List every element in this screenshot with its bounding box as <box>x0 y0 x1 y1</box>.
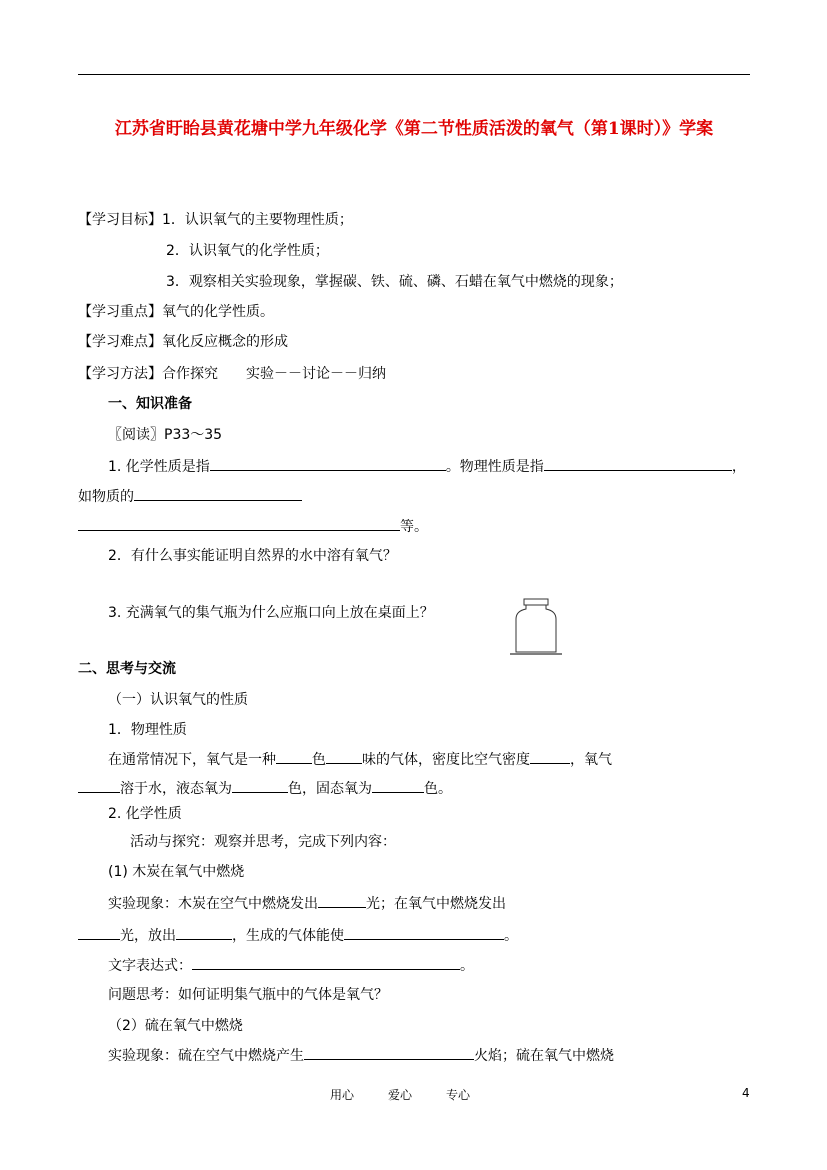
phys-text-f: 色，固态氧为 <box>288 781 372 797</box>
objective-1: 1．认识氧气的主要物理性质； <box>162 212 353 228</box>
activity-text: 活动与探究：观察并思考，完成下列内容： <box>130 834 396 850</box>
gas-bottle-icon <box>508 597 564 659</box>
sulfur-text-b: 火焰；硫在氧气中燃烧 <box>474 1048 614 1064</box>
q1-text-e: 等。 <box>400 519 428 535</box>
carbon-text-b: 光；在氧气中燃烧发出 <box>366 896 506 912</box>
difficulty-line <box>78 332 288 352</box>
q1-text-b: 。物理性质是指 <box>445 459 544 475</box>
physical-line-2 <box>78 778 452 799</box>
phys-text-d: ，氧气 <box>570 752 612 768</box>
objectives-label: 【学习目标】 <box>78 212 162 228</box>
question-text: 问题思考：如何证明集气瓶中的气体是氧气？ <box>108 987 388 1003</box>
phys-blank-density[interactable] <box>530 749 570 764</box>
subsection-1: （一）认识氧气的性质 <box>108 692 248 708</box>
carbon-blank-air-light[interactable] <box>318 893 366 908</box>
physical-line-1 <box>108 749 612 770</box>
carbon-text-e: 。 <box>504 928 518 944</box>
q1-blank-chemical-property[interactable] <box>210 456 446 471</box>
footer-word-1: 用心 <box>330 1088 355 1102</box>
word-eq-blank[interactable] <box>192 955 460 970</box>
key-point-line <box>78 302 274 322</box>
method-text: 合作探究 实验－－讨论－－归纳 <box>162 366 386 382</box>
carbon-line-2 <box>78 925 518 946</box>
difficulty-label: 【学习难点】 <box>78 334 162 350</box>
carbon-blank-heat[interactable] <box>176 925 232 940</box>
section1-heading: 一、知识准备 <box>108 396 192 412</box>
chemical-properties-heading: 2. 化学性质 <box>108 806 182 822</box>
carbon-text-a: 实验现象：木炭在空气中燃烧发出 <box>108 896 318 912</box>
objective-3: 3．观察相关实验现象，掌握碳、铁、硫、磷、石蜡在氧气中燃烧的现象； <box>166 274 623 290</box>
carbon-line-1 <box>108 893 506 914</box>
difficulty-text: 氧化反应概念的形成 <box>162 334 288 350</box>
q1-blank-physical-property[interactable] <box>544 456 732 471</box>
phys-text-g: 色。 <box>424 781 452 797</box>
method-line <box>78 364 386 384</box>
carbon-text-c: 光，放出 <box>120 928 176 944</box>
sulfur-blank-air-flame[interactable] <box>304 1045 474 1060</box>
key-point-label: 【学习重点】 <box>78 304 162 320</box>
carbon-blank-gas-test[interactable] <box>344 925 504 940</box>
word-eq-end: 。 <box>460 958 474 974</box>
key-point-text: 氧气的化学性质。 <box>162 304 274 320</box>
q1-blank-examples-2[interactable] <box>78 516 400 531</box>
carbon-blank-oxygen-light[interactable] <box>78 925 120 940</box>
objective-2: 2．认识氧气的化学性质； <box>166 243 329 259</box>
q2: 2．有什么事实能证明自然界的水中溶有氧气？ <box>108 548 397 564</box>
sulfur-line-1 <box>108 1045 614 1066</box>
document-title: 江苏省盱眙县黄花塘中学九年级化学《第二节性质活泼的氧气（第1课时）》学案 <box>114 119 714 139</box>
physical-properties-heading: 1．物理性质 <box>108 722 187 738</box>
word-eq-label: 文字表达式： <box>108 958 192 974</box>
q1-text-a: 1. 化学性质是指 <box>108 459 210 475</box>
carbon-heading: (1) 木炭在氧气中燃烧 <box>108 864 245 880</box>
q3: 3. 充满氧气的集气瓶为什么应瓶口向上放在桌面上？ <box>108 605 434 621</box>
phys-blank-solubility[interactable] <box>78 778 120 793</box>
word-equation-line <box>108 955 474 976</box>
q1-blank-examples-1[interactable] <box>134 486 302 501</box>
phys-blank-solid-color[interactable] <box>372 778 424 793</box>
footer-word-3: 专心 <box>446 1088 471 1102</box>
method-label: 【学习方法】 <box>78 366 162 382</box>
q1-text-d: 如物质的 <box>78 489 134 505</box>
phys-text-b: 色 <box>312 752 326 768</box>
q1-line-2 <box>78 486 302 507</box>
phys-blank-liquid-color[interactable] <box>232 778 288 793</box>
sulfur-heading: （2）硫在氧气中燃烧 <box>108 1018 243 1034</box>
phys-text-c: 味的气体，密度比空气密度 <box>362 752 530 768</box>
phys-blank-color[interactable] <box>276 749 312 764</box>
phys-text-a: 在通常情况下，氧气是一种 <box>108 752 276 768</box>
carbon-text-d: ，生成的气体能使 <box>232 928 344 944</box>
sulfur-text-a: 实验现象：硫在空气中燃烧产生 <box>108 1048 304 1064</box>
header-rule <box>78 74 750 75</box>
phys-blank-smell[interactable] <box>326 749 362 764</box>
q1-line-3 <box>78 516 428 537</box>
section2-heading: 二、思考与交流 <box>78 661 176 677</box>
q1-text-c: ， <box>731 459 746 475</box>
q1-line <box>108 456 746 477</box>
objectives-line-1 <box>78 210 353 230</box>
phys-text-e: 溶于水，液态氧为 <box>120 781 232 797</box>
reading-note: 〖阅读〗P33～35 <box>108 427 223 443</box>
page-number: 4 <box>742 1086 750 1100</box>
footer-word-2: 爱心 <box>388 1088 413 1102</box>
